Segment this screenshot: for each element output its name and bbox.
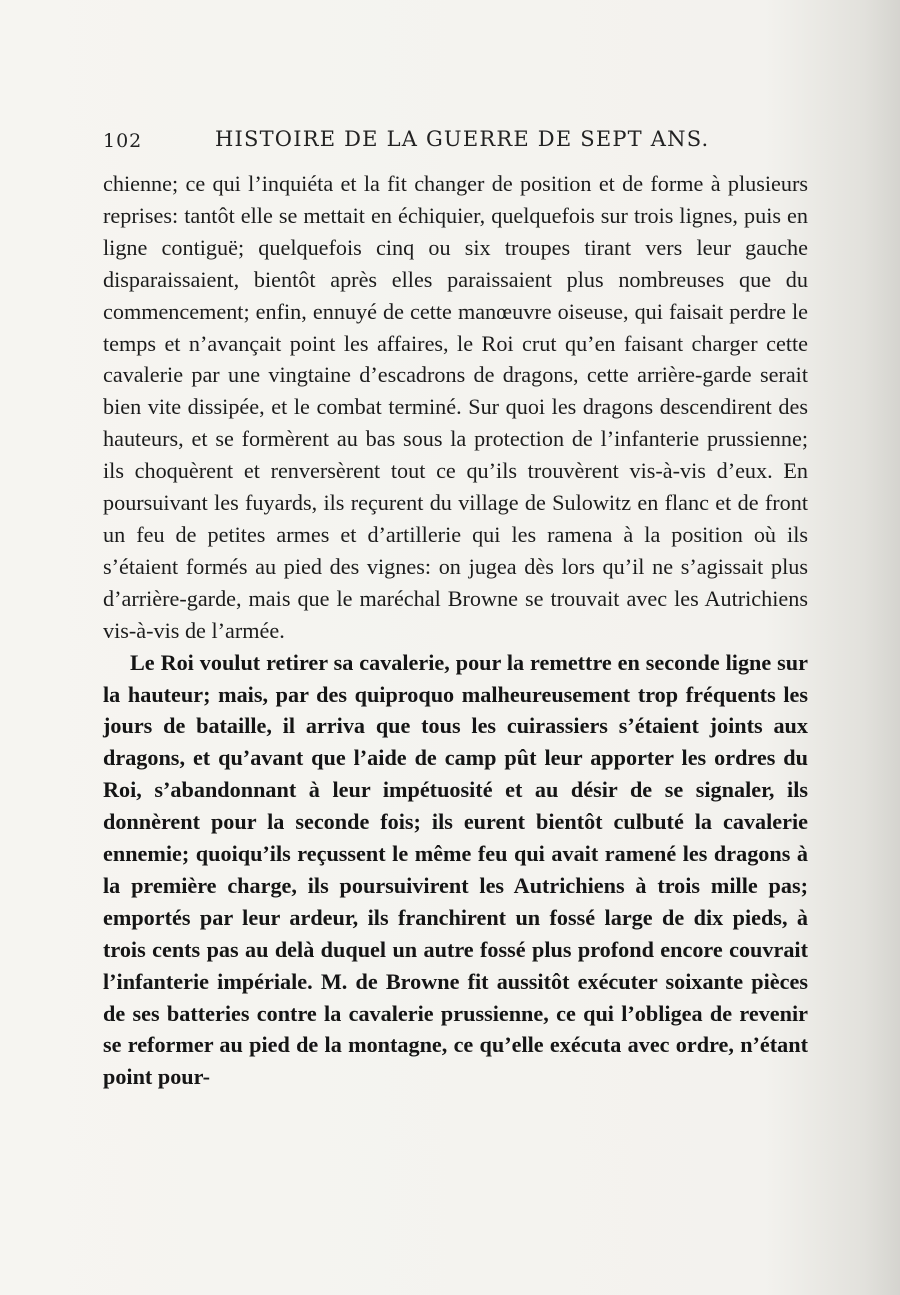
body-text: [103, 168, 808, 1093]
page-header: [103, 124, 803, 160]
paragraph-2: Le Roi voulut retirer sa cavalerie, pour la remettre en seconde ligne sur la hauteur; mais, par des quiproquo malheureusement trop fréquents les jours de bataille, il arriva que tous les cuirassiers s’étaient joints aux dragons, et qu’avant que l’aide de camp pût leur apporter les ordres du Roi, s’abandonnant à leur impétuosité et au désir de se signaler, ils donnèrent pour la seconde fois; ils eurent bientôt culbuté la cavalerie ennemie; quoiqu’ils reçussent le même feu qui avait ramené les dragons à la première charge, ils poursuivirent les Autrichiens à trois mille pas; emportés par leur ardeur, ils franchirent un fossé large de dix pieds, à trois cents pas au delà duquel un autre fossé plus profond encore couvrait l’infanterie impériale. M. de Browne fit aussitôt exécuter soixante pièces de ses batteries contre la cavalerie prussienne, ce qui l’obligea de revenir se reformer au pied de la montagne, ce qu’elle exécuta avec ordre, n’étant point pour-: [103, 649, 808, 1090]
running-title: HISTOIRE DE LA GUERRE DE SEPT ANS.: [215, 127, 710, 151]
paragraph-1: chienne; ce qui l’inquiéta et la fit changer de position et de forme à plusieurs reprises: tantôt elle se mettait en échiquier, quelquefois sur trois lignes, puis en ligne contiguë; quelquefois cinq ou six troupes tirant vers leur gauche disparaissaient, bientôt après elles paraissaient plus nombreuses que du commencement; enfin, ennuyé de cette manœuvre oiseuse, qui faisait perdre le temps et n’avançait point les affaires, le Roi crut qu’en faisant charger cette cavalerie par une vingtaine d’escadrons de dragons, cette arrière-garde serait bien vite dissipée, et le combat terminé. Sur quoi les dragons descendirent des hauteurs, et se formèrent au bas sous la protection de l’infanterie prussienne; ils choquèrent et renversèrent tout ce qu’ils trouvèrent vis-à-vis d’eux. En poursuivant les fuyards, ils reçurent du village de Sulowitz en flanc et de front un feu de petites armes et d’artillerie qui les ramena à la position où ils s’étaient formés au pied des vignes: on jugea dès lors qu’il ne s’agissait plus d’arrière-garde, mais que le maréchal Browne se trouvait avec les Autrichiens vis-à-vis de l’armée.: [103, 171, 808, 643]
page-number: 102: [103, 130, 143, 152]
